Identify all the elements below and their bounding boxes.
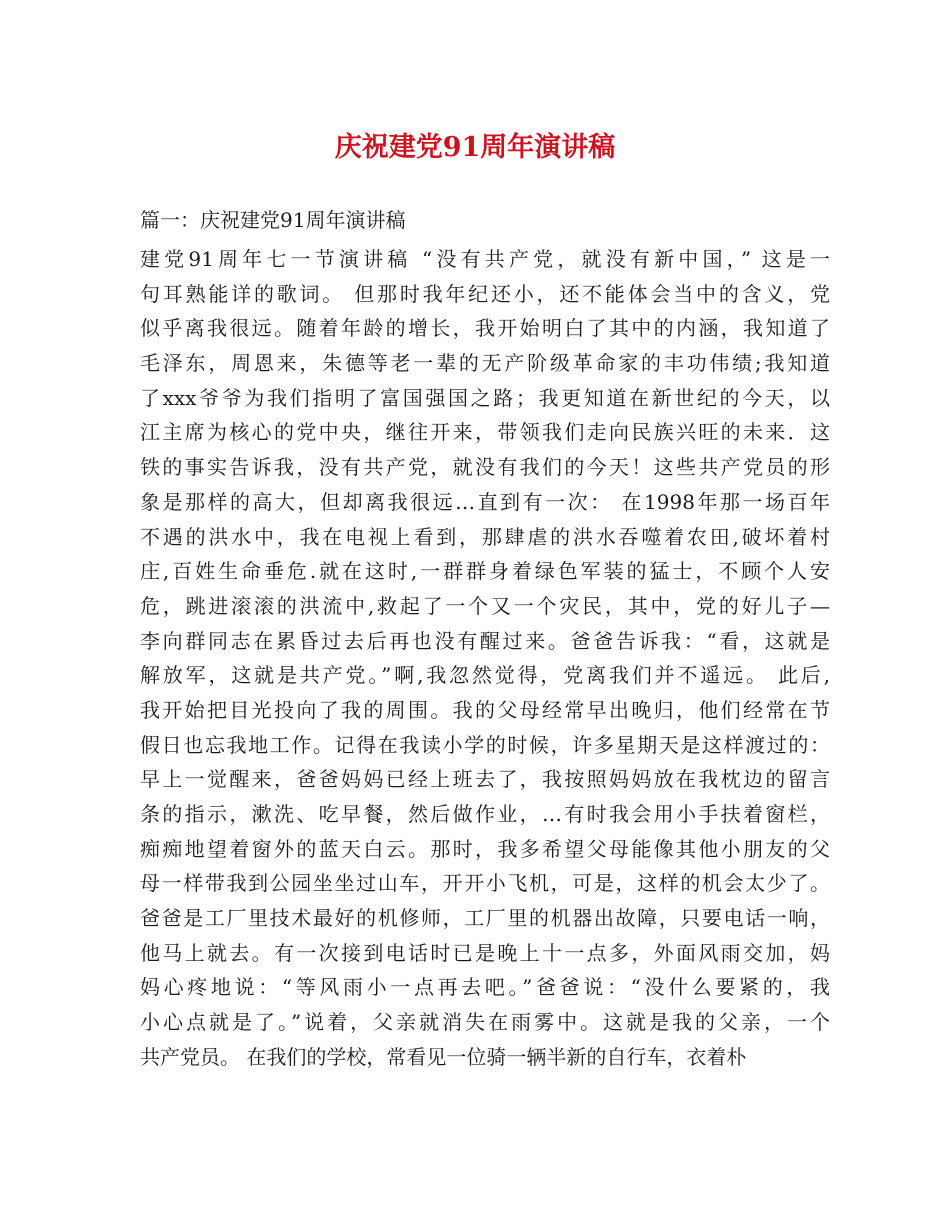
body-line: 庄,百姓生命垂危.就在这时,一群群身着绿色军装的猛士，不顾个人安 <box>140 559 830 584</box>
body-line: 条的指示，漱洗、吃早餐，然后做作业，…有时我会用小手扶着窗栏， <box>140 802 830 826</box>
body-line: 爸爸是工厂里技术最好的机修师，工厂里的机器出故障，只要电话一响， <box>140 906 830 931</box>
body-line: 我开始把目光投向了我的周围。我的父母经常早出晚归，他们经常在节 <box>140 697 830 722</box>
body-text <box>140 242 830 1075</box>
body-line: 小心点就是了。”说着，父亲就消失在雨雾中。这就是我的父亲，一个 <box>140 1010 830 1035</box>
body-line: 假日也忘我地工作。记得在我读小学的时候，许多星期天是这样渡过的： <box>140 732 830 757</box>
body-line: 解放军，这就是共产党。”啊,我忽然觉得，党离我们并不遥远。 此后, <box>140 663 830 688</box>
body-line: 早上一觉醒来，爸爸妈妈已经上班去了，我按照妈妈放在我枕边的留言 <box>140 767 830 792</box>
body-line: 他马上就去。有一次接到电话时已是晚上十一点多，外面风雨交加，妈 <box>140 940 830 965</box>
body-line: 毛泽东，周恩来，朱德等老一辈的无产阶级革命家的丰功伟绩;我知道 <box>140 351 830 376</box>
body-line: 妈心疼地说：“等风雨小一点再去吧。”爸爸说：“没什么要紧的，我 <box>140 975 830 1000</box>
body-line: 句耳熟能详的歌词。 但那时我年纪还小，还不能体会当中的含义，党 <box>140 281 830 306</box>
body-line: 象是那样的高大，但却离我很远…直到有一次： 在1998年那一场百年 <box>140 489 830 514</box>
body-line: 了xxx爷爷为我们指明了富国强国之路；我更知道在新世纪的今天，以 <box>140 385 830 410</box>
body-line: 李向群同志在累昏过去后再也没有醒过来。爸爸告诉我：“看，这就是 <box>140 628 830 653</box>
body-line: 危，跳进滚滚的洪流中,救起了一个又一个灾民，其中，党的好儿子— <box>140 593 830 618</box>
body-line: 似乎离我很远。随着年龄的增长，我开始明白了其中的内涵，我知道了 <box>140 316 830 341</box>
body-line: 铁的事实告诉我，没有共产党，就没有我们的今天！这些共产党员的形 <box>140 455 830 480</box>
section-heading: 篇一：庆祝建党91周年演讲稿 <box>140 208 406 232</box>
body-line: 不遇的洪水中，我在电视上看到，那肆虐的洪水吞噬着农田,破坏着村 <box>140 524 830 549</box>
body-line: 母一样带我到公园坐坐过山车，开开小飞机，可是，这样的机会太少了。 <box>140 871 830 896</box>
body-line: 共产党员。 在我们的学校，常看见一位骑一辆半新的自行车，衣着朴 <box>140 1044 747 1069</box>
document-title: 庆祝建党91周年演讲稿 <box>334 132 616 163</box>
body-line: 江主席为核心的党中央，继往开来，带领我们走向民族兴旺的未来．这 <box>140 420 830 445</box>
body-line: 建党91周年七一节演讲稿 “没有共产党，就没有新中国，” 这是一 <box>140 247 830 271</box>
body-line: 痴痴地望着窗外的蓝天白云。那时，我多希望父母能像其他小朋友的父 <box>140 836 830 861</box>
